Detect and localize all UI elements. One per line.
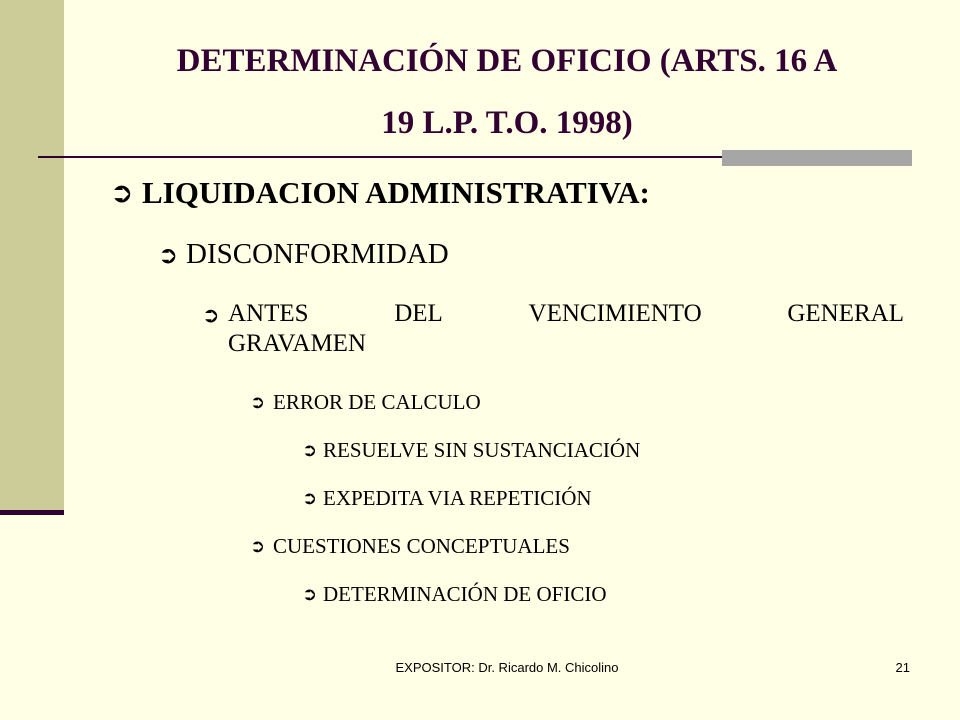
arrow-right-bullet-icon: ➲	[158, 241, 179, 269]
page-number: 21	[895, 660, 910, 675]
title-line-2: 19 L.P. T.O. 1998)	[381, 105, 633, 141]
arrow-right-bullet-icon: ➲	[302, 440, 318, 461]
word: ANTES	[228, 300, 309, 327]
slide-title	[64, 30, 950, 154]
title-divider-accent	[722, 150, 912, 166]
bullet-antes-line-2: GRAVAMEN	[228, 330, 367, 357]
word: DEL	[394, 300, 443, 327]
bullet-determinacion-text: DETERMINACIÓN DE OFICIO	[323, 582, 607, 606]
left-decorative-band	[0, 0, 64, 510]
footer-expositor: EXPOSITOR: Dr. Ricardo M. Chicolino	[395, 660, 619, 675]
bullet-error-calculo-text: ERROR DE CALCULO	[273, 390, 481, 414]
word: GENERAL	[787, 300, 904, 327]
left-decorative-rule	[0, 510, 64, 515]
arrow-right-bullet-icon: ➲	[250, 392, 266, 413]
bullet-liquidacion-text: LIQUIDACION ADMINISTRATIVA:	[142, 175, 650, 210]
title-line-1: DETERMINACIÓN DE OFICIO (ARTS. 16 A	[176, 43, 838, 79]
bullet-disconformidad-text: DISCONFORMIDAD	[186, 238, 449, 270]
arrow-right-bullet-icon: ➲	[302, 488, 318, 509]
arrow-right-bullet-icon: ➲	[250, 536, 266, 557]
bullet-antes-text	[228, 300, 904, 360]
bullet-cuestiones-text: CUESTIONES CONCEPTUALES	[273, 534, 570, 558]
word: VENCIMIENTO	[528, 300, 702, 327]
bullet-antes-line-1	[228, 300, 904, 328]
arrow-right-bullet-icon: ➲	[110, 176, 134, 209]
bullet-resuelve-text: RESUELVE SIN SUSTANCIACIÓN	[323, 438, 641, 462]
arrow-right-bullet-icon: ➲	[302, 584, 318, 605]
bullet-expedita-text: EXPEDITA VIA REPETICIÓN	[323, 486, 592, 510]
arrow-right-bullet-icon: ➲	[202, 303, 220, 327]
